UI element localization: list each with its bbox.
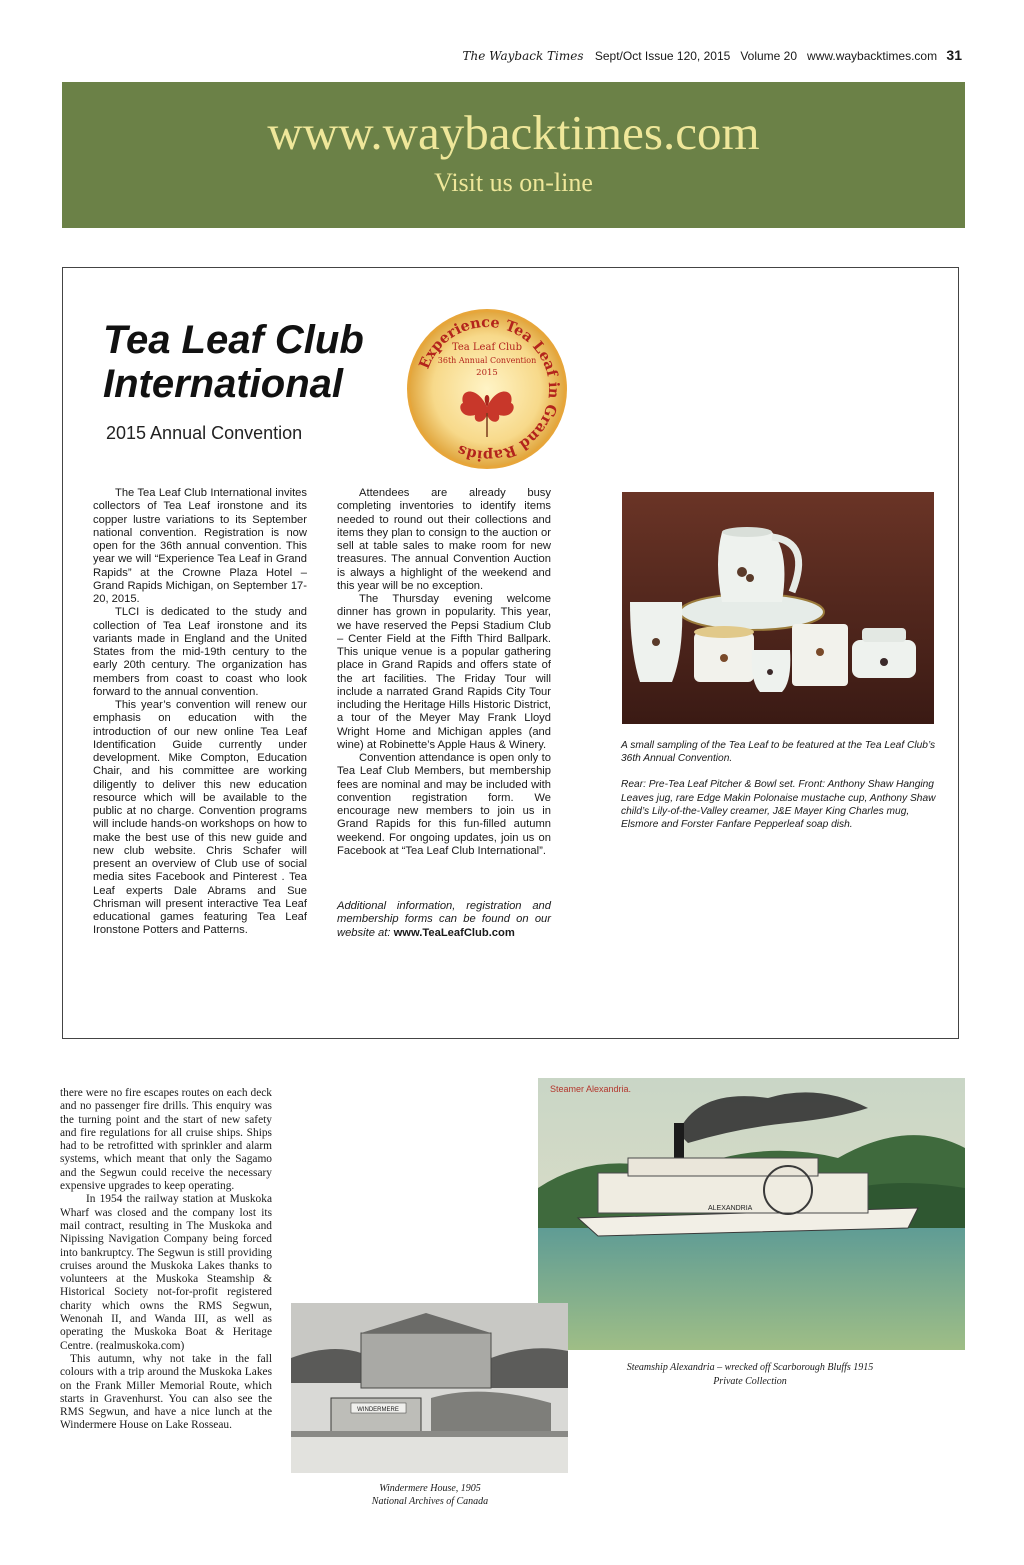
paragraph: The Thursday evening welcome dinner has grown in popularity. This year, we have reserved the Pepsi Stadium Club – Center Field at the Fifth Third Ballpark. This unique venue is a popular gathering place in Grand Rapids and offers state of the art facilities. The Friday Tour will include a narrated Grand Rapids City Tour including the Heritage Hills Historic District, a tour of the Meyer May Frank Lloyd Wright Home and Michigan apples (and wine) at Robinette’s Apple Haus & Winery.	[337, 593, 551, 751]
article-column-1	[93, 487, 307, 938]
paragraph: Convention attendance is open only to Tea Leaf Club Members, but membership fees are nominal and may be included with convention registration form. We encourage new members to join us in Grand Rapids for this fun-filled autumn weekend. For ongoing updates, join us on Facebook at “Tea Leaf Club International”.	[337, 752, 551, 857]
windermere-caption	[330, 1483, 530, 1508]
steamer-caption	[600, 1361, 900, 1389]
banner-tagline: Visit us on-line	[434, 168, 593, 197]
seal-line-3: 2015	[476, 368, 498, 378]
paragraph: In 1954 the railway station at Muskoka Wharf was closed and the company lost its mail contract, resulting in The Muskoka and Nipissing Navigation Company being forced into bankruptcy. The Segwun is still providing cruises around the Muskoka Lakes thanks to volunteers at the Muskoka Steamship & Historical Society not-for-profit registered charity which owns the RMS Segwun, Wenonah II, and Wanda III, as well as operating the Muskoka Boat & Heritage Centre. (realmuskoka.com)	[60, 1193, 272, 1352]
paragraph: there were no fire escapes routes on each deck and no passenger fire drills. This enquiry was the turning point and the start of new safety and fire regulations for all cruise ships. Ships had to be retrofitted with sprinkler and alarm systems, which meant that only the Sagamo and the Segwun could receive the necessary expensive upgrades to keep operating.	[60, 1087, 272, 1193]
tea-leaf-china-photo	[622, 492, 934, 724]
page-header	[463, 47, 962, 63]
paragraph: The Tea Leaf Club International invites collectors of Tea Leaf ironstone and its copper lustre variations to its September national convention. Registration is now open for the 36th annual convention. This year we will “Experience Tea Leaf in Grand Rapids” at the Crowne Plaza Hotel – Grand Rapids Michigan, on September 17-20, 2015.	[93, 487, 307, 605]
photo-caption-line-2: Rear: Pre-Tea Leaf Pitcher & Bowl set. Front: Anthony Shaw Hanging Leaves jug, rare Edge Makin Polonaise mustache cup, Anthony Shaw child’s Lily-of-the-Valley creamer, J&E Mayer King Charles mug, Elsmore and Forster Fanfare Pepperleaf soap dish.	[621, 779, 936, 831]
seal-line-1: Tea Leaf Club	[451, 342, 523, 353]
windermere-caption-line-2: National Archives of Canada	[371, 1495, 489, 1507]
title-line-1: Tea Leaf Club	[103, 318, 364, 362]
ship-name-plate: ALEXANDRIA	[708, 1205, 753, 1212]
postcard-label: Steamer Alexandria.	[550, 1084, 632, 1094]
article-footnote	[337, 900, 551, 940]
continued-article-text	[60, 1087, 272, 1433]
page-number: 31	[946, 47, 962, 63]
steamer-caption-line-1: Steamship Alexandria – wrecked off Scarborough Bluffs 1915	[626, 1362, 874, 1373]
windermere-caption-line-1: Windermere House, 1905	[379, 1483, 481, 1494]
article-title	[103, 318, 364, 406]
windermere-house-photo	[291, 1303, 568, 1473]
steamer-caption-line-2: Private Collection	[713, 1376, 787, 1387]
footnote-text: Additional information, registration and membership forms can be found on our website at:	[337, 900, 551, 939]
paragraph: This autumn, why not take in the fall colours with a trip around the Muskoka Lakes on the Frank Miller Memorial Route, which starts in Gravenhurst. You can also see the RMS Segwun, and have a nice lunch at the Windermere House on Lake Rosseau.	[60, 1352, 272, 1432]
header-website: www.waybacktimes.com	[807, 49, 938, 63]
banner-url: www.waybacktimes.com	[267, 105, 760, 160]
seal-line-2: 36th Annual Convention	[437, 356, 537, 365]
article-subtitle: 2015 Annual Convention	[106, 423, 303, 443]
photo-caption	[621, 739, 937, 844]
seal-ring-text: Experience Tea Leaf in Grand Rapids	[415, 313, 563, 465]
paragraph: TLCI is dedicated to the study and collection of Tea Leaf ironstone and its variants made in England and the United States from the mid-19th century to the early 20th century. The organization has members from coast to coast who look forward to the annual convention.	[93, 606, 307, 698]
windermere-sign: WINDERMERE	[357, 1407, 399, 1413]
website-banner	[62, 82, 965, 228]
volume-info: Volume 20	[740, 49, 798, 63]
photo-caption-line-1: A small sampling of the Tea Leaf to be featured at the Tea Leaf Club’s 36th Annual Convention.	[621, 740, 936, 765]
convention-seal-logo	[405, 307, 569, 471]
footnote-link[interactable]: www.TeaLeafClub.com	[393, 926, 515, 939]
steamer-alexandria-postcard	[538, 1078, 965, 1350]
paragraph: Attendees are already busy completing inventories to identify items needed to round out their collections and items they plan to consign to the auction or sell at table sales to make room for new treasures. The annual Convention Auction is always a highlight of the weekend and this year will be no exception.	[337, 487, 551, 592]
publication-name: The Wayback Times	[462, 49, 584, 63]
issue-info: Sept/Oct Issue 120, 2015	[594, 49, 731, 63]
paragraph: This year’s convention will renew our emphasis on education with the introduction of our new online Tea Leaf Identification Guide currently under development. Mike Compton, Education Chair, and his committee are working diligently to deliver this new education resource which will be available to the public at no charge. Convention programs will include hands-on workshops on how to make the best use of this new guide and new club website. Chris Schafer will present an overview of Club use of social media sites Facebook and Pinterest . Tea Leaf experts Dale Abrams and Sue Chrisman will present interactive Tea Leaf educational games featuring Tea Leaf Ironstone Potters and Patterns.	[93, 699, 307, 937]
title-line-2: International	[103, 362, 344, 406]
article-column-2	[337, 487, 551, 940]
